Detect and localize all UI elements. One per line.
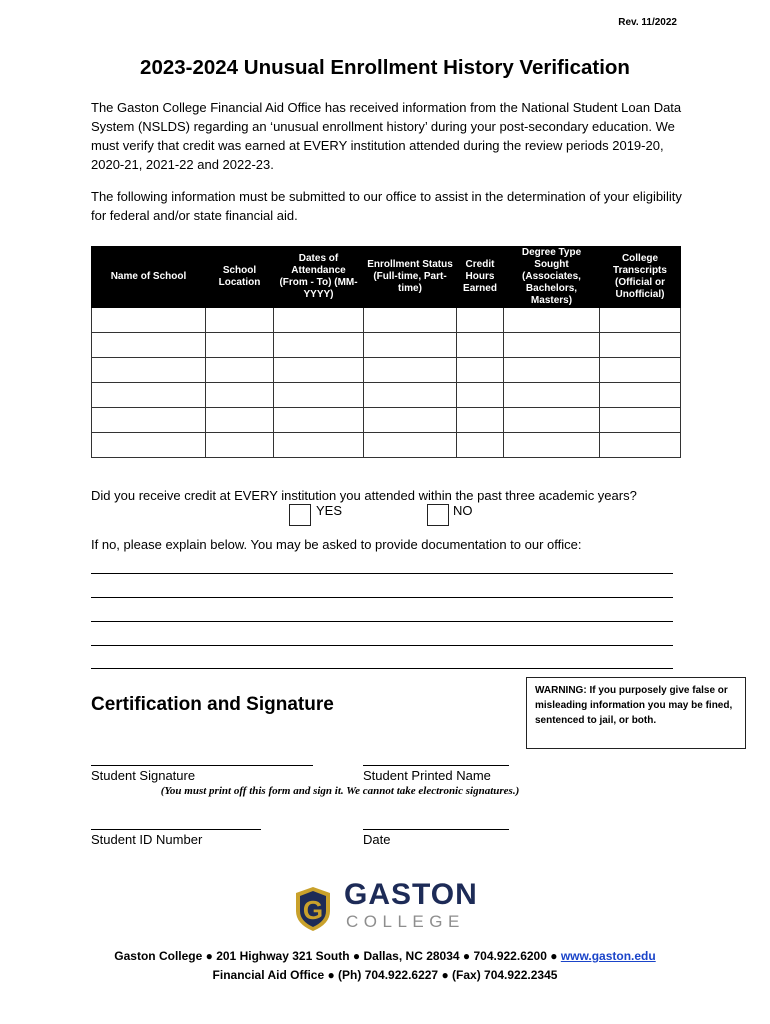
table-cell[interactable] — [457, 308, 504, 333]
table-cell[interactable] — [600, 408, 681, 433]
table-cell[interactable] — [364, 408, 457, 433]
table-cell[interactable] — [504, 358, 600, 383]
table-cell[interactable] — [92, 383, 206, 408]
header-degree-type: Degree Type Sought (Associates, Bachelors, Masters) — [504, 247, 600, 308]
logo-name: GASTON — [344, 878, 478, 911]
table-cell[interactable] — [364, 333, 457, 358]
table-cell[interactable] — [274, 333, 364, 358]
table-cell[interactable] — [457, 358, 504, 383]
table-cell[interactable] — [504, 383, 600, 408]
website-link[interactable]: www.gaston.edu — [560, 949, 656, 963]
table-cell[interactable] — [364, 358, 457, 383]
table-cell[interactable] — [457, 408, 504, 433]
table-row — [92, 408, 681, 433]
header-credit-hours: Credit Hours Earned — [457, 247, 504, 308]
date-line[interactable] — [363, 829, 509, 830]
table-cell[interactable] — [457, 433, 504, 458]
table-cell[interactable] — [206, 433, 274, 458]
table-cell[interactable] — [92, 358, 206, 383]
header-school-location: School Location — [206, 247, 274, 308]
signature-line[interactable] — [91, 765, 313, 766]
explanation-line[interactable] — [91, 597, 673, 598]
logo-mark: G — [302, 895, 324, 925]
header-enrollment-status: Enrollment Status (Full-time, Part-time) — [364, 247, 457, 308]
footer-contact: Financial Aid Office ● (Ph) 704.922.6227 ● (Fax) 704.922.2345 — [212, 968, 558, 982]
table-cell[interactable] — [364, 383, 457, 408]
table-cell[interactable] — [206, 333, 274, 358]
table-row — [92, 333, 681, 358]
page-title: 2023-2024 Unusual Enrollment History Verification — [140, 56, 630, 79]
intro-paragraph: The Gaston College Financial Aid Office has received information from the National Student Loan Data System (NSLDS) regarding an ‘unusual enrollment history’ during your post-secondary education. We must verify that credit was earned at EVERY institution attended during the review periods 2019-20, 2020-21, 2021-22 and 2022-23. — [91, 100, 682, 172]
header-name-of-school: Name of School — [92, 247, 206, 308]
warning-box: WARNING: If you purposely give false or misleading information you may be fined, sentenced to jail, or both. — [526, 677, 746, 749]
table-cell[interactable] — [206, 383, 274, 408]
table-row — [92, 383, 681, 408]
printed-name-line[interactable] — [363, 765, 509, 766]
gaston-logo-icon — [289, 885, 337, 933]
table-cell[interactable] — [364, 308, 457, 333]
student-id-label: Student ID Number — [91, 832, 203, 847]
table-cell[interactable] — [92, 408, 206, 433]
yes-checkbox[interactable] — [289, 504, 311, 526]
revision-date: Rev. 11/2022 — [618, 17, 677, 28]
certification-heading: Certification and Signature — [91, 694, 334, 715]
date-label: Date — [363, 832, 391, 847]
table-header-row — [92, 247, 681, 308]
table-cell[interactable] — [600, 433, 681, 458]
table-cell[interactable] — [274, 433, 364, 458]
table-cell[interactable] — [457, 383, 504, 408]
table-cell[interactable] — [457, 333, 504, 358]
no-checkbox[interactable] — [427, 504, 449, 526]
table-cell[interactable] — [274, 408, 364, 433]
header-dates-of-attendance: Dates of Attendance (From - To) (MM-YYYY) — [274, 247, 364, 308]
table-cell[interactable] — [504, 433, 600, 458]
table-cell[interactable] — [274, 383, 364, 408]
table-cell[interactable] — [600, 383, 681, 408]
table-row — [92, 358, 681, 383]
table-cell[interactable] — [206, 308, 274, 333]
table-body — [92, 308, 681, 458]
explanation-line[interactable] — [91, 645, 673, 646]
table-cell[interactable] — [504, 408, 600, 433]
no-label: NO — [453, 503, 473, 518]
instructions-paragraph: The following information must be submitted to our office to assist in the determination of your eligibility for federal and/or state financial aid. — [91, 189, 682, 223]
student-id-line[interactable] — [91, 829, 261, 830]
enrollment-history-table — [91, 246, 681, 458]
footer-address — [0, 949, 770, 963]
table-cell[interactable] — [92, 333, 206, 358]
table-cell[interactable] — [364, 433, 457, 458]
table-cell[interactable] — [600, 333, 681, 358]
explanation-line[interactable] — [91, 621, 673, 622]
table-cell[interactable] — [92, 308, 206, 333]
table-cell[interactable] — [504, 333, 600, 358]
explain-instructions: If no, please explain below. You may be asked to provide documentation to our office: — [91, 537, 582, 552]
credit-question: Did you receive credit at EVERY institution you attended within the past three academic years? — [91, 488, 637, 503]
table-cell[interactable] — [274, 358, 364, 383]
explanation-line[interactable] — [91, 668, 673, 669]
header-college-transcripts: College Transcripts (Official or Unofficial) — [600, 247, 681, 308]
table-cell[interactable] — [206, 408, 274, 433]
printed-name-label: Student Printed Name — [363, 768, 491, 783]
table-cell[interactable] — [600, 358, 681, 383]
signature-label: Student Signature — [91, 768, 196, 783]
explanation-line[interactable] — [91, 573, 673, 574]
footer-address-text: Gaston College ● 201 Highway 321 South ● Dallas, NC 28034 ● 704.922.6200 ● — [114, 949, 561, 963]
table-row — [92, 433, 681, 458]
table-cell[interactable] — [504, 308, 600, 333]
table-cell[interactable] — [206, 358, 274, 383]
table-cell[interactable] — [92, 433, 206, 458]
table-cell[interactable] — [600, 308, 681, 333]
table-cell[interactable] — [274, 308, 364, 333]
table-row — [92, 308, 681, 333]
logo-subtitle: COLLEGE — [346, 912, 465, 931]
print-notice: (You must print off this form and sign it. We cannot take electronic signatures.) — [160, 785, 520, 797]
yes-label: YES — [316, 503, 343, 518]
